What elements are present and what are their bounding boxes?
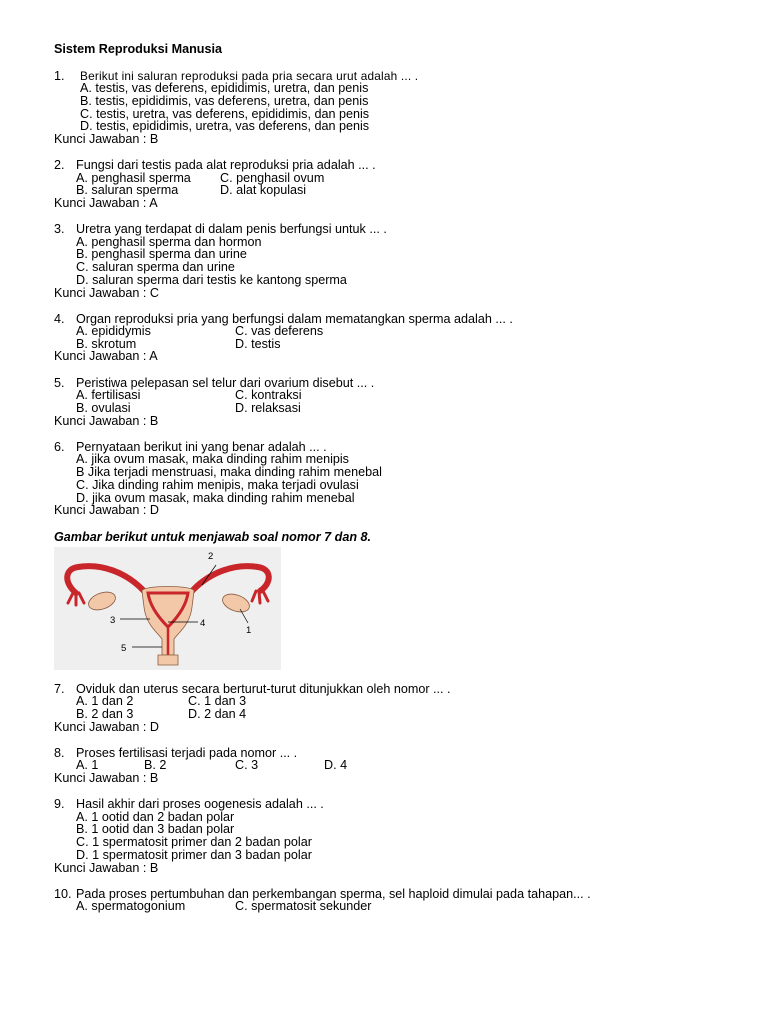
question-4-key: Kunci Jawaban : A xyxy=(54,349,158,363)
question-9-key: Kunci Jawaban : B xyxy=(54,861,159,875)
question-5-option-c: C. kontraksi xyxy=(235,388,302,402)
label-3: 3 xyxy=(110,615,116,626)
question-1-option-d: D. testis, epididimis, uretra, vas deferens, dan penis xyxy=(80,119,370,133)
question-2-text: Fungsi dari testis pada alat reproduksi pria adalah ... . xyxy=(76,158,376,172)
question-6-number: 6. xyxy=(54,440,65,454)
question-10-option-a: A. spermatogonium xyxy=(76,899,186,913)
question-9-option-a: A. 1 ootid dan 2 badan polar xyxy=(76,810,235,824)
question-8-option-d: D. 4 xyxy=(324,758,348,772)
question-6-text: Pernyataan berikut ini yang benar adalah ... . xyxy=(76,440,327,454)
question-1-option-a: A. testis, vas deferens, epididimis, uretra, dan penis xyxy=(80,81,369,95)
label-5: 5 xyxy=(121,643,127,654)
question-4-option-d: D. testis xyxy=(235,337,281,351)
question-1-text: Berikut ini saluran reproduksi pada pria secara urut adalah ... . xyxy=(80,69,419,83)
question-1-key: Kunci Jawaban : B xyxy=(54,132,159,146)
question-8-number: 8. xyxy=(54,746,65,760)
question-2-option-d: D. alat kopulasi xyxy=(220,183,307,197)
uterus-diagram xyxy=(54,547,281,670)
question-9-text: Hasil akhir dari proses oogenesis adalah ... . xyxy=(76,797,324,811)
question-4-option-c: C. vas deferens xyxy=(235,324,324,338)
question-7-option-b: B. 2 dan 3 xyxy=(76,707,134,721)
question-2-key: Kunci Jawaban : A xyxy=(54,196,158,210)
question-5-number: 5. xyxy=(54,376,65,390)
question-6-option-b: B Jika terjadi menstruasi, maka dinding rahim menebal xyxy=(76,465,382,479)
question-1-option-c: C. testis, uretra, vas deferens, epididimis, dan penis xyxy=(80,107,370,121)
question-7-option-a: A. 1 dan 2 xyxy=(76,694,134,708)
question-10-number: 10. xyxy=(54,887,72,901)
question-3-number: 3. xyxy=(54,222,65,236)
question-3-option-b: B. penghasil sperma dan urine xyxy=(76,247,247,261)
question-6-option-a: A. jika ovum masak, maka dinding rahim menipis xyxy=(76,452,349,466)
question-1-option-b: B. testis, epididimis, vas deferens, uretra, dan penis xyxy=(80,94,369,108)
question-2-option-c: C. penghasil ovum xyxy=(220,171,325,185)
label-2: 2 xyxy=(208,551,214,562)
question-3-text: Uretra yang terdapat di dalam penis berfungsi untuk ... . xyxy=(76,222,387,236)
question-5-option-b: B. ovulasi xyxy=(76,401,131,415)
question-10-option-c: C. spermatosit sekunder xyxy=(235,899,372,913)
question-4-text: Organ reproduksi pria yang berfungsi dalam mematangkan sperma adalah ... . xyxy=(76,312,513,326)
label-4: 4 xyxy=(200,618,206,629)
question-3-option-d: D. saluran sperma dari testis ke kantong sperma xyxy=(76,273,347,287)
question-8-option-a: A. 1 xyxy=(76,758,99,772)
question-5-option-a: A. fertilisasi xyxy=(76,388,141,402)
question-8-key: Kunci Jawaban : B xyxy=(54,771,159,785)
figure-caption: Gambar berikut untuk menjawab soal nomor 7 dan 8. xyxy=(54,530,372,544)
question-6-key: Kunci Jawaban : D xyxy=(54,503,160,517)
question-4-option-a: A. epididymis xyxy=(76,324,151,338)
question-5-option-d: D. relaksasi xyxy=(235,401,301,415)
question-8-text: Proses fertilisasi terjadi pada nomor ... . xyxy=(76,746,298,760)
document-title: Sistem Reproduksi Manusia xyxy=(54,42,222,56)
question-1-number: 1. xyxy=(54,69,65,83)
ovary-left xyxy=(86,589,118,614)
question-7-option-d: D. 2 dan 4 xyxy=(188,707,247,721)
question-7-number: 7. xyxy=(54,682,65,696)
question-9-option-b: B. 1 ootid dan 3 badan polar xyxy=(76,822,235,836)
question-7-key: Kunci Jawaban : D xyxy=(54,720,160,734)
question-9-number: 9. xyxy=(54,797,65,811)
question-3-key: Kunci Jawaban : C xyxy=(54,286,160,300)
question-9-option-d: D. 1 spermatosit primer dan 3 badan polar xyxy=(76,848,312,862)
question-5-key: Kunci Jawaban : B xyxy=(54,414,159,428)
label-1: 1 xyxy=(246,625,252,636)
question-10-text: Pada proses pertumbuhan dan perkembangan sperma, sel haploid dimulai pada tahapan... . xyxy=(76,887,591,901)
question-2-option-a: A. penghasil sperma xyxy=(76,171,191,185)
question-5-text: Peristiwa pelepasan sel telur dari ovarium disebut ... . xyxy=(76,376,375,390)
ovary-right xyxy=(220,591,252,616)
question-7-text: Oviduk dan uterus secara berturut-turut ditunjukkan oleh nomor ... . xyxy=(76,682,451,696)
question-2-number: 2. xyxy=(54,158,65,172)
question-9-option-c: C. 1 spermatosit primer dan 2 badan polar xyxy=(76,835,312,849)
question-6-option-c: C. Jika dinding rahim menipis, maka terjadi ovulasi xyxy=(76,478,359,492)
question-8-option-c: C. 3 xyxy=(235,758,259,772)
question-8-option-b: B. 2 xyxy=(144,758,167,772)
question-3-option-c: C. saluran sperma dan urine xyxy=(76,260,235,274)
question-4-number: 4. xyxy=(54,312,65,326)
question-4-option-b: B. skrotum xyxy=(76,337,137,351)
question-6-option-d: D. jika ovum masak, maka dinding rahim menebal xyxy=(76,491,355,505)
question-2-option-b: B. saluran sperma xyxy=(76,183,179,197)
question-3-option-a: A. penghasil sperma dan hormon xyxy=(76,235,262,249)
question-7-option-c: C. 1 dan 3 xyxy=(188,694,247,708)
